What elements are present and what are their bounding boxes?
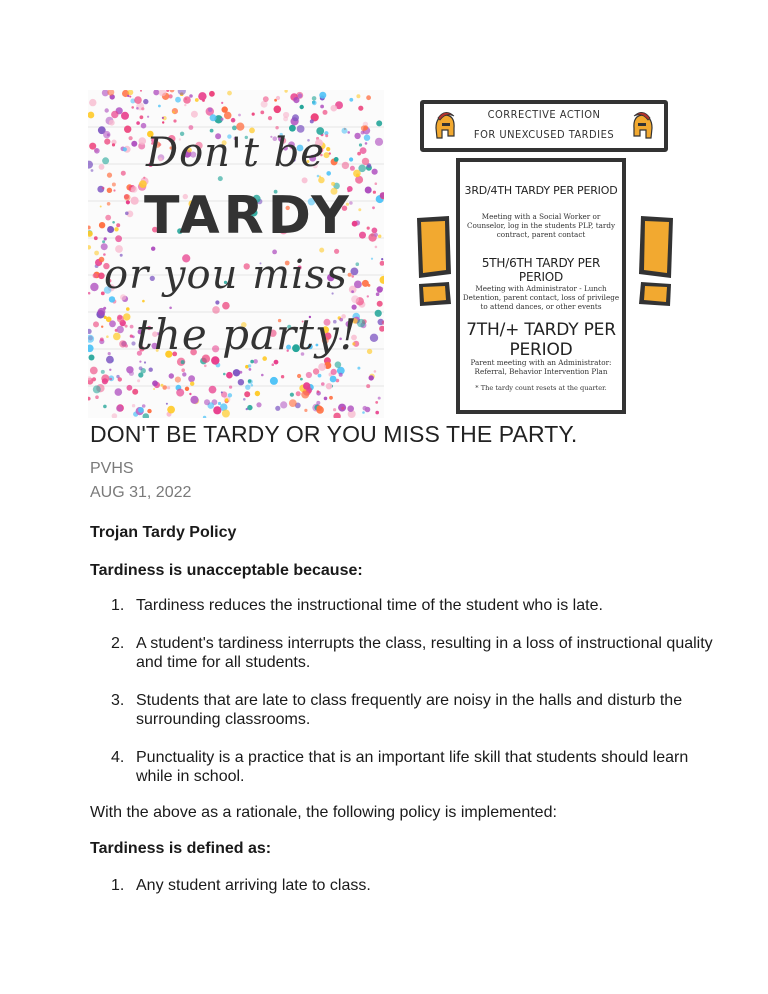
section-body-7th: Parent meeting with an Administrator: Referral, Behavior Intervention Plan bbox=[470, 358, 612, 376]
list-item: 3. Students that are late to class frequently are noisy in the halls and disturb the surrounding classrooms. bbox=[111, 692, 683, 728]
flyer-banner bbox=[420, 100, 668, 152]
banner-line-2: FOR UNEXCUSED TARDIES bbox=[473, 128, 615, 141]
definitions-list bbox=[96, 876, 716, 895]
tardy-consequence-box bbox=[456, 158, 626, 414]
poster-line-2: TARDY bbox=[144, 186, 353, 246]
list-item: 2. A student's tardiness interrupts the class, resulting in a loss of instructional quality and time for all students. bbox=[111, 635, 713, 671]
article-author: PVHS bbox=[90, 460, 134, 477]
section-body-5th-6th: Meeting with Administrator - Lunch Detention, parent contact, loss of privilege to attend dances, or other events bbox=[462, 284, 620, 311]
definition-text: Any student arriving late to class. bbox=[136, 877, 371, 894]
tardy-poster-image bbox=[88, 90, 384, 418]
policy-heading: Trojan Tardy Policy bbox=[90, 524, 237, 541]
article-title: DON'T BE TARDY OR YOU MISS THE PARTY. bbox=[90, 421, 578, 447]
article-date: AUG 31, 2022 bbox=[90, 484, 192, 501]
banner-line-1: CORRECTIVE ACTION bbox=[487, 108, 601, 121]
list-item: 1. Tardiness reduces the instructional time of the student who is late. bbox=[111, 597, 603, 614]
reason-text: Punctuality is a practice that is an important life skill that students should learn while in school. bbox=[136, 749, 689, 785]
corrective-action-flyer bbox=[405, 96, 667, 412]
reason-text: Students that are late to class frequently are noisy in the halls and disturb the surrounding classrooms. bbox=[136, 692, 683, 728]
section-heading-5th-6th: 5TH/6TH TARDY PER PERIOD bbox=[481, 256, 601, 284]
poster-text bbox=[88, 90, 384, 418]
list-item: 4. Punctuality is a practice that is an important life skill that students should learn while in school. bbox=[111, 749, 689, 785]
reasons-list bbox=[96, 596, 716, 805]
exclamation-icon bbox=[635, 214, 679, 306]
rationale-text: With the above as a rationale, the following policy is implemented: bbox=[90, 804, 557, 821]
poster-line-3: or you miss bbox=[104, 252, 348, 298]
poster-line-4: the party! bbox=[136, 310, 358, 359]
defined-heading: Tardiness is defined as: bbox=[90, 840, 272, 857]
trojan-helmet-icon bbox=[630, 110, 656, 142]
poster-line-1: Don't be bbox=[146, 130, 325, 176]
reason-text: Tardiness reduces the instructional time of the student who is late. bbox=[136, 597, 603, 614]
section-body-3rd-4th: Meeting with a Social Worker or Counselor, log in the students PLP, tardy contract, parent contact bbox=[466, 212, 616, 239]
unacceptable-heading: Tardiness is unacceptable because: bbox=[90, 562, 363, 579]
section-heading-7th: 7TH/+ TARDY PER PERIOD bbox=[466, 320, 616, 360]
section-heading-3rd-4th: 3RD/4TH TARDY PER PERIOD bbox=[464, 184, 618, 197]
flyer-note: * The tardy count resets at the quarter. bbox=[475, 384, 607, 392]
reason-text: A student's tardiness interrupts the class, resulting in a loss of instructional quality and time for all students. bbox=[136, 635, 713, 671]
exclamation-icon bbox=[411, 214, 455, 306]
list-item: 1. Any student arriving late to class. bbox=[111, 877, 371, 894]
